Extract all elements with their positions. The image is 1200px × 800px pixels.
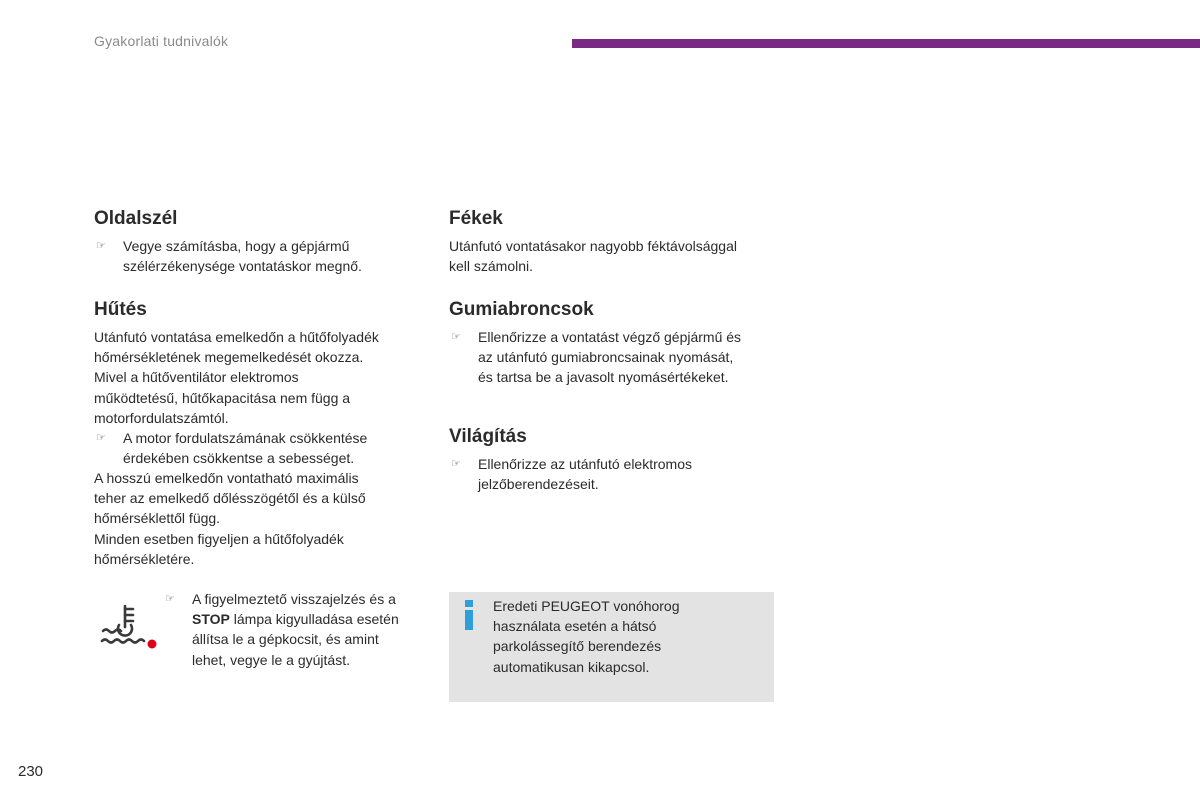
text-line: parkolássegítő berendezés <box>493 638 662 655</box>
text-line: Vegye számításba, hogy a gépjármű <box>123 238 350 254</box>
text-line: Utánfutó vontatása emelkedőn a hűtőfolyadék <box>94 329 379 345</box>
text-fragment: lámpa kigyulladása esetén <box>229 611 399 628</box>
text-line: Ellenőrizze a vontatást végző gépjármű és <box>478 329 742 345</box>
bullet-hand-icon: ☞ <box>165 593 175 605</box>
text-line: működtetésű, hűtőkapacitása nem függ a <box>94 389 351 406</box>
heading-hutes: Hűtés <box>94 299 147 320</box>
text-line: Eredeti PEUGEOT vonóhorog <box>493 598 680 614</box>
info-box <box>449 592 774 702</box>
info-icon-dot <box>465 600 473 607</box>
text-line: lehet, vegye le a gyújtást. <box>192 651 350 668</box>
text-line: jelzőberendezéseit. <box>478 476 599 493</box>
text-line: állítsa le a gépkocsit, és amint <box>192 631 379 648</box>
heading-fekek: Fékek <box>449 208 503 229</box>
info-text <box>493 596 763 677</box>
hutes-paragraph-2 <box>94 468 434 569</box>
stop-label: STOP <box>192 611 230 628</box>
text-line <box>192 609 462 629</box>
info-icon-stem <box>465 610 473 630</box>
text-line: és tartsa be a javasolt nyomásértékeket. <box>478 369 729 386</box>
text-line: A motor fordulatszámának csökkentése <box>123 430 368 446</box>
text-line: hőmérsékletére. <box>94 550 195 567</box>
text-line: hőmérsékletének megemelkedését okozza. <box>94 349 364 366</box>
info-icon <box>463 600 475 630</box>
heading-oldalszel: Oldalszél <box>94 208 178 229</box>
text-line: Mivel a hűtőventilátor elektromos <box>94 369 299 386</box>
text-line: hőmérséklettől függ. <box>94 510 221 527</box>
section-title: Gyakorlati tudnivalók <box>94 33 229 49</box>
bullet-hand-icon: ☞ <box>451 331 461 343</box>
text-line: Ellenőrizze az utánfutó elektromos <box>478 456 692 472</box>
text-line: az utánfutó gumiabroncsainak nyomását, <box>478 349 734 366</box>
fekek-paragraph <box>449 236 779 276</box>
text-line: A figyelmeztető visszajelzés és a <box>192 591 396 607</box>
hutes-bullet <box>94 428 463 468</box>
bullet-hand-icon: ☞ <box>96 432 106 444</box>
vilagitas-bullet <box>449 454 808 494</box>
bullet-hand-icon: ☞ <box>96 240 106 252</box>
text-line: motorfordulatszámtól. <box>94 409 229 426</box>
oldalszel-bullet <box>94 236 463 276</box>
bullet-hand-icon: ☞ <box>451 458 461 470</box>
text-line: érdekében csökkentse a sebességet. <box>123 450 355 467</box>
text-line: teher az emelkedő dőlésszögétől és a külső <box>94 490 366 507</box>
heading-gumiabroncsok: Gumiabroncsok <box>449 299 594 320</box>
page-number: 230 <box>18 763 44 780</box>
text-line: A hosszú emelkedőn vontatható maximális <box>94 470 359 486</box>
coolant-temperature-warning-icon <box>100 603 158 651</box>
header-accent-bar <box>572 39 1200 48</box>
gumi-bullet <box>449 327 808 388</box>
text-line: kell számolni. <box>449 258 534 275</box>
text-line: Minden esetben figyeljen a hűtőfolyadék <box>94 530 344 547</box>
heading-vilagitas: Világítás <box>449 426 527 447</box>
text-line: automatikusan kikapcsol. <box>493 658 650 675</box>
warning-bullet <box>163 589 462 670</box>
text-line: Utánfutó vontatásakor nagyobb féktávolsággal <box>449 238 737 254</box>
hutes-paragraph-1 <box>94 327 434 428</box>
text-line: használata esetén a hátsó <box>493 618 657 635</box>
text-line: szélérzékenysége vontatáskor megnő. <box>123 258 362 275</box>
